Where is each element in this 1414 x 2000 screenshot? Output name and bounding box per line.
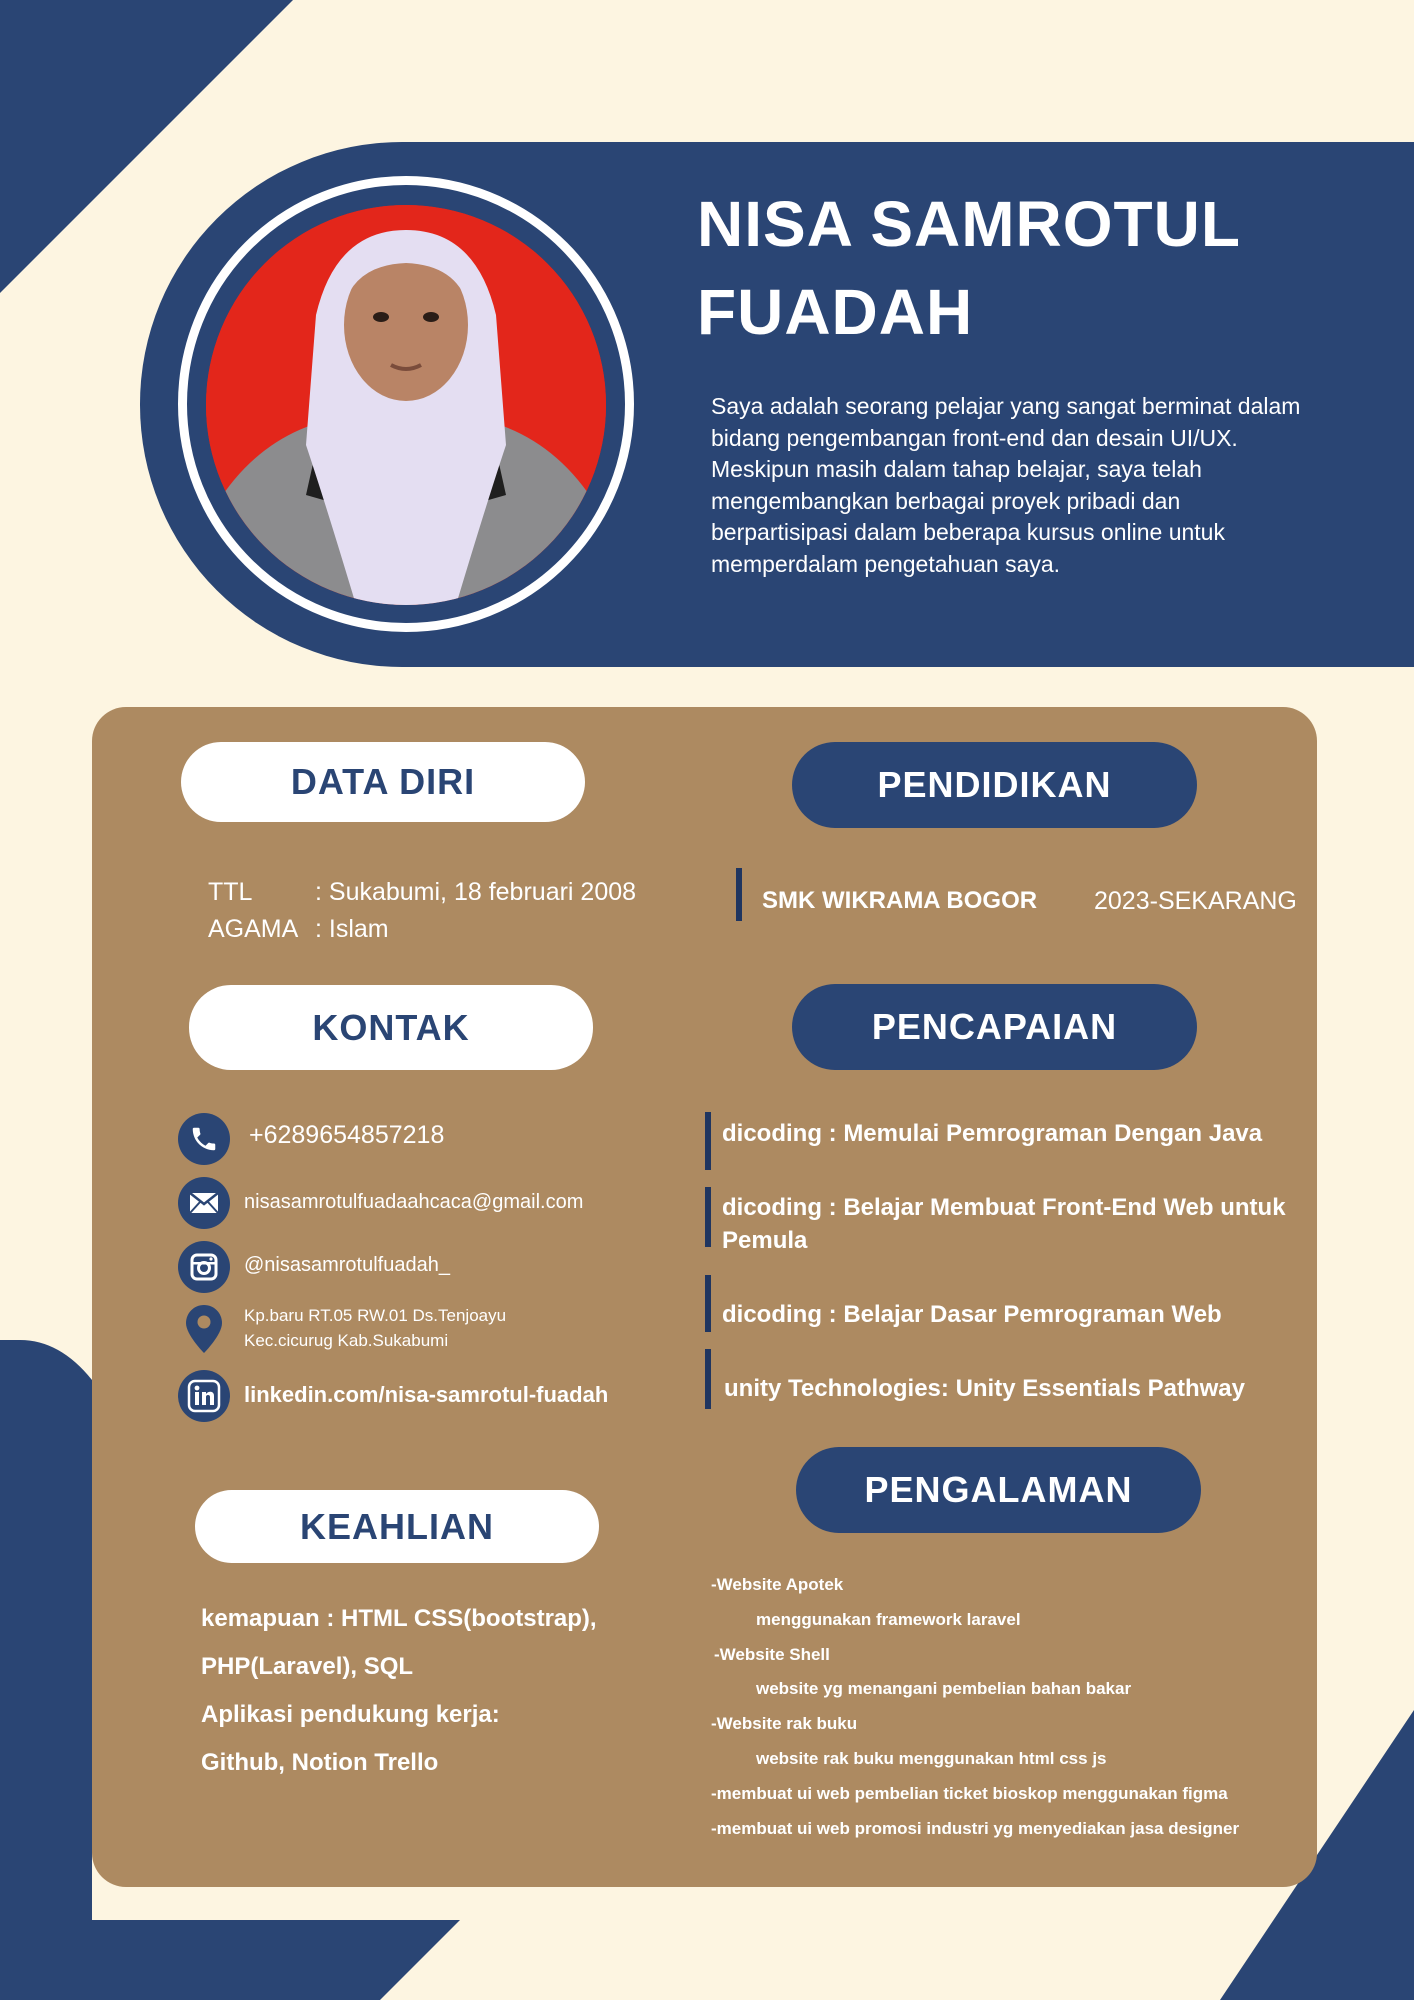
section-title-data-diri: DATA DIRI: [181, 742, 585, 822]
experience-item: -membuat ui web pembelian ticket bioskop menggunakan figma: [711, 1784, 1228, 1803]
experience-item: -Website rak buku: [711, 1714, 858, 1733]
profile-name: NISA SAMROTUL FUADAH: [697, 188, 1240, 348]
profile-bio: Saya adalah seorang pelajar yang sangat berminat dalam bidang pengembangan front-end dan desain UI/UX. Meskipun masih dalam tahap belajar, saya telah mengembangkan berbagai proyek pribadi dan berpartisipasi dalam beberapa kursus online untuk memperdalam pengetahuan saya.: [711, 393, 1301, 577]
education-school: SMK WIKRAMA BOGOR: [762, 887, 1038, 914]
contact-linkedin[interactable]: linkedin.com/nisa-samrotul-fuadah: [244, 1382, 609, 1407]
achievement-item: dicoding : Belajar Membuat Front-End Web untuk: [722, 1194, 1286, 1221]
contact-address-line2: Kec.cicurug Kab.Sukabumi: [244, 1331, 449, 1350]
ttl-label: TTL: [208, 878, 253, 906]
experience-item: -membuat ui web promosi industri yg menyediakan jasa designer: [711, 1819, 1240, 1838]
agama-value: : Islam: [315, 915, 389, 943]
linkedin-icon: [178, 1370, 230, 1422]
experience-detail: website rak buku menggunakan html css js: [756, 1749, 1107, 1768]
achievement-item: dicoding : Belajar Dasar Pemrograman Web: [722, 1301, 1222, 1328]
profile-photo: [206, 205, 606, 605]
agama-label: AGAMA: [208, 915, 299, 943]
experience-item: -Website Shell: [714, 1645, 830, 1664]
section-title-kontak: KONTAK: [189, 985, 593, 1070]
achievement-bar: [705, 1112, 711, 1170]
achievement-item: dicoding : Memulai Pemrograman Dengan Java: [722, 1120, 1263, 1147]
achievement-bar: [705, 1349, 711, 1409]
contact-email[interactable]: nisasamrotulfuadaahcaca@gmail.com: [244, 1191, 584, 1213]
achievement-item-continued: Pemula: [722, 1227, 808, 1254]
achievement-bar: [705, 1187, 711, 1247]
phone-icon: [178, 1113, 230, 1165]
ttl-value: : Sukabumi, 18 februari 2008: [315, 878, 637, 906]
skills-line: PHP(Laravel), SQL: [201, 1653, 414, 1680]
skills-line: Github, Notion Trello: [201, 1749, 439, 1776]
contact-phone[interactable]: +6289654857218: [249, 1121, 445, 1149]
experience-detail: menggunakan framework laravel: [756, 1610, 1021, 1629]
experience-detail: website yg menangani pembelian bahan bakar: [756, 1679, 1132, 1698]
section-title-pendidikan: PENDIDIKAN: [792, 742, 1197, 828]
skills-line: Aplikasi pendukung kerja:: [201, 1701, 500, 1728]
contact-address-line1: Kp.baru RT.05 RW.01 Ds.Tenjoayu: [244, 1306, 507, 1325]
section-title-keahlian: KEAHLIAN: [195, 1490, 599, 1563]
mail-icon: [178, 1177, 230, 1229]
experience-item: -Website Apotek: [711, 1575, 844, 1594]
section-title-pengalaman: PENGALAMAN: [796, 1447, 1201, 1533]
achievement-item: unity Technologies: Unity Essentials Pathway: [724, 1375, 1246, 1402]
education-period: 2023-SEKARANG: [1094, 887, 1297, 915]
instagram-icon: [178, 1241, 230, 1293]
achievement-bar: [705, 1275, 711, 1332]
section-title-pencapaian: PENCAPAIAN: [792, 984, 1197, 1070]
contact-instagram[interactable]: @nisasamrotulfuadah_: [244, 1254, 450, 1276]
skills-line: kemapuan : HTML CSS(bootstrap),: [201, 1605, 597, 1632]
education-bar: [736, 868, 742, 921]
location-pin-icon: [186, 1305, 222, 1353]
